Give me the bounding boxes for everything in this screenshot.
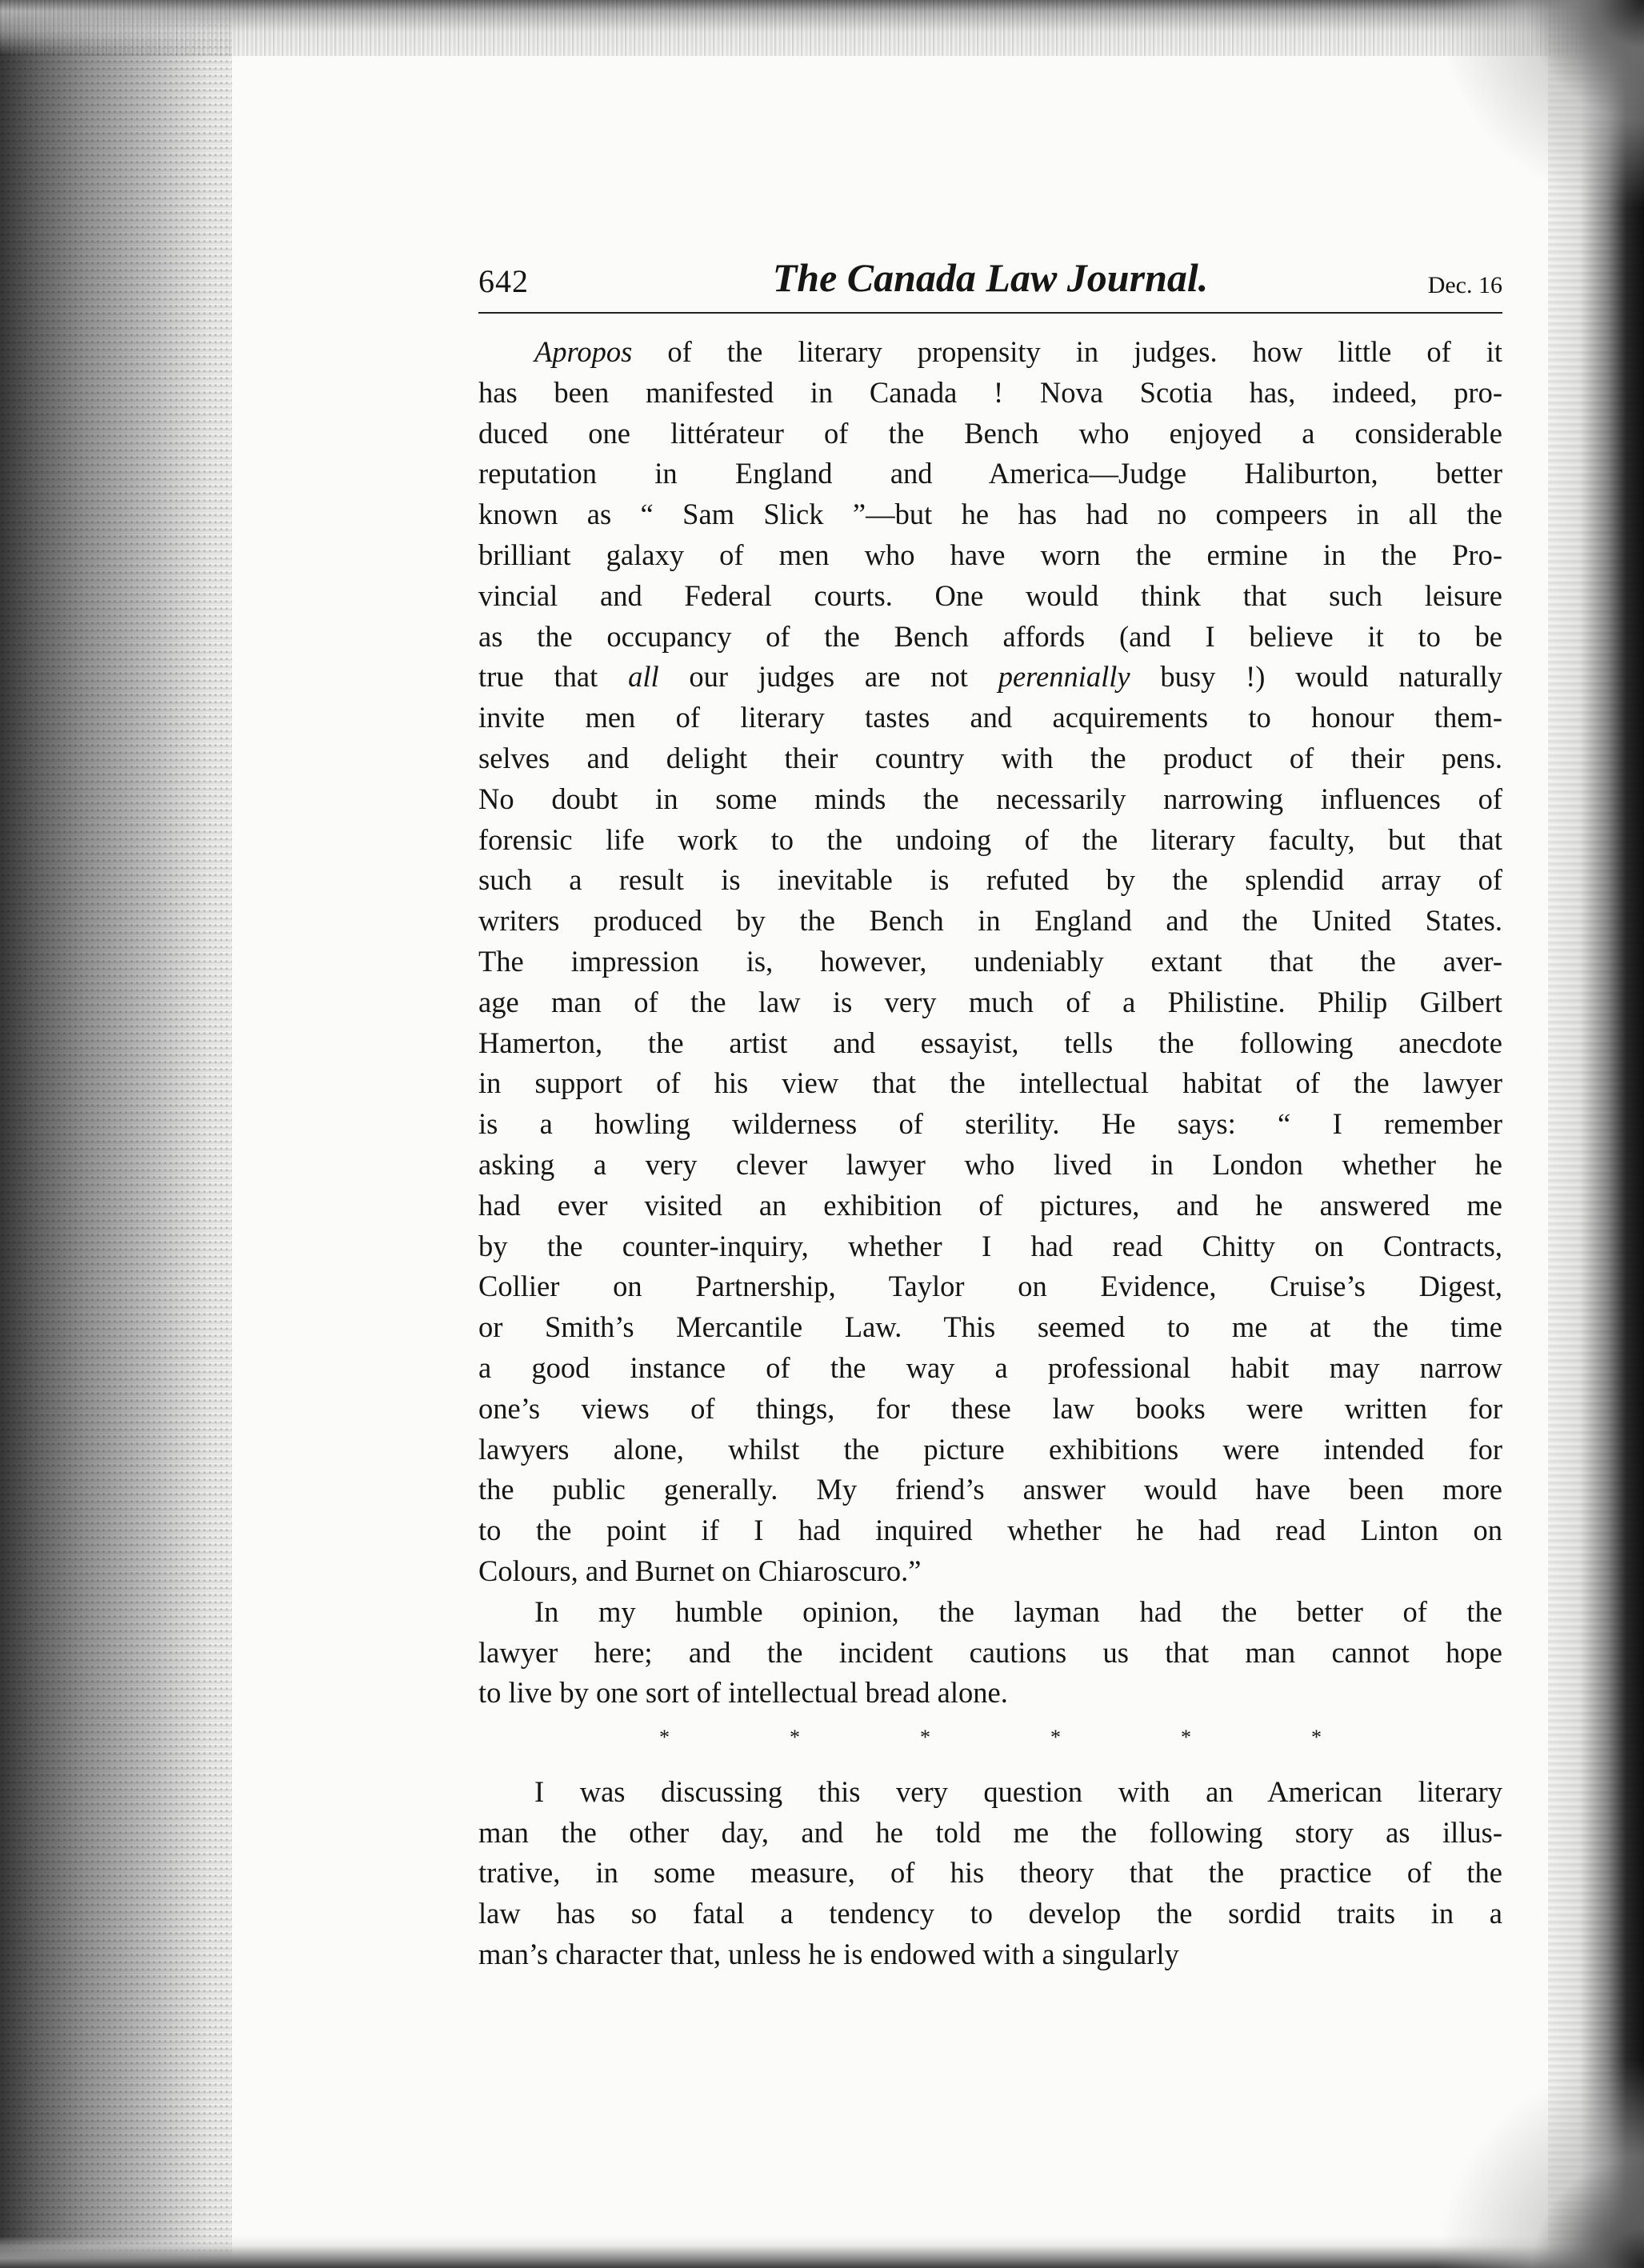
text-line: true that all our judges are not perennially busy !) would naturally: [478, 660, 1502, 694]
text-line: No doubt in some minds the necessarily narrowing influences of: [478, 782, 1502, 815]
text-line: reputation in England and America—Judge Haliburton, better: [478, 457, 1502, 490]
text-line: known as “ Sam Slick ”—but he has had no compeers in all the: [478, 498, 1502, 531]
text-line: The impression is, however, undeniably extant that the aver-: [478, 944, 1502, 978]
scan-shadow-bottom: [0, 2236, 1644, 2268]
text-line: in support of his view that the intellectual habitat of the lawyer: [478, 1066, 1502, 1100]
header-rule: [478, 312, 1502, 314]
text-line: the public generally. My friend’s answer would have been more: [478, 1473, 1502, 1506]
text-line: In my humble opinion, the layman had the better of the: [534, 1594, 1502, 1628]
journal-title: The Canada Law Journal.: [772, 255, 1209, 300]
text-line: vincial and Federal courts. One would think that such leisure: [478, 578, 1502, 612]
text-line: selves and delight their country with the product of their pens.: [478, 741, 1502, 774]
scan-speckle-left: [0, 0, 232, 2268]
paragraph-humble-opinion: [478, 1592, 1502, 1714]
text-line: to the point if I had inquired whether he had read Linton on: [478, 1514, 1502, 1547]
scan-shadow-right: [1548, 0, 1644, 2268]
text-line: or Smith’s Mercantile Law. This seemed to me at the time: [478, 1310, 1502, 1344]
text-line: asking a very clever lawyer who lived in London whether he: [478, 1147, 1502, 1181]
page-number: 642: [478, 263, 529, 299]
paragraph-american-literary-man: [478, 1772, 1502, 1975]
text-line: has been manifested in Canada ! Nova Scotia has, indeed, pro-: [478, 375, 1502, 409]
text-line: is a howling wilderness of sterility. He says: “ I remember: [478, 1107, 1502, 1141]
text-line: a good instance of the way a professional habit may narrow: [478, 1350, 1502, 1384]
text-line: forensic life work to the undoing of the literary faculty, but that: [478, 822, 1502, 856]
asterisk-ornament: *: [659, 1726, 670, 1750]
text-line: by the counter-inquiry, whether I had read Chitty on Contracts,: [478, 1229, 1502, 1262]
scan-corner-top-right: [1436, 0, 1644, 208]
asterisk-ornament: *: [1181, 1726, 1191, 1750]
section-break-asterisks: [478, 1714, 1502, 1754]
text-line: trative, in some measure, of his theory that the practice of the: [478, 1856, 1502, 1890]
text-line: Apropos of the literary propensity in judges. how little of it: [534, 335, 1502, 368]
asterisk-ornament: *: [1050, 1726, 1061, 1750]
paragraph-literary-propensity: [478, 332, 1502, 1592]
text-line: Colours, and Burnet on Chiaroscuro.”: [478, 1554, 922, 1587]
asterisk-ornament: *: [1311, 1726, 1322, 1750]
article-body: [478, 332, 1502, 1975]
text-line: writers produced by the Bench in England and the United States.: [478, 904, 1502, 938]
text-line: to live by one sort of intellectual bread alone.: [478, 1676, 1008, 1710]
text-line: as the occupancy of the Bench affords (and I believe it to be: [478, 619, 1502, 653]
scan-corner-bottom-right: [1436, 2060, 1644, 2268]
text-line: law has so fatal a tendency to develop the sordid traits in a: [478, 1897, 1502, 1930]
text-line: duced one littérateur of the Bench who enjoyed a considerable: [478, 416, 1502, 450]
text-line: man’s character that, unless he is endowed with a singularly: [478, 1938, 1179, 1971]
text-line: lawyer here; and the incident cautions us that man cannot hope: [478, 1635, 1502, 1669]
text-line: I was discussing this very question with an American literary: [534, 1774, 1502, 1808]
text-line: such a result is inevitable is refuted by the splendid array of: [478, 863, 1502, 897]
issue-date: Dec. 16: [1427, 272, 1502, 298]
running-head: [478, 254, 1502, 310]
text-line: invite men of literary tastes and acquirements to honour them-: [478, 701, 1502, 734]
scan-shadow-top: [0, 0, 1644, 56]
text-line: age man of the law is very much of a Philistine. Philip Gilbert: [478, 985, 1502, 1018]
text-line: Collier on Partnership, Taylor on Evidence, Cruise’s Digest,: [478, 1270, 1502, 1303]
text-line: brilliant galaxy of men who have worn the ermine in the Pro-: [478, 538, 1502, 571]
text-line: Hamerton, the artist and essayist, tells the following anecdote: [478, 1026, 1502, 1059]
text-line: lawyers alone, whilst the picture exhibitions were intended for: [478, 1432, 1502, 1466]
text-line: man the other day, and he told me the following story as illus-: [478, 1815, 1502, 1849]
text-line: had ever visited an exhibition of pictures, and he answered me: [478, 1188, 1502, 1222]
asterisk-ornament: *: [920, 1726, 930, 1750]
text-line: one’s views of things, for these law books were written for: [478, 1391, 1502, 1425]
asterisk-ornament: *: [790, 1726, 800, 1750]
